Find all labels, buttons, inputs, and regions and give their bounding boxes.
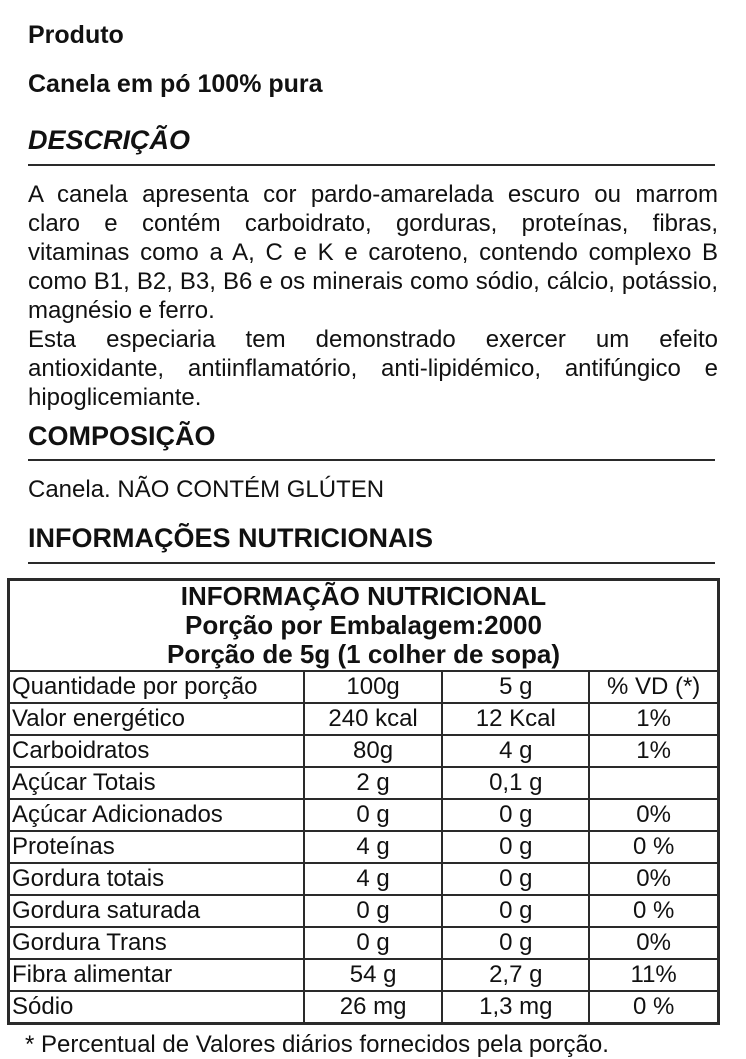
table-row [9,895,719,927]
value-portion: 0,1 g [442,767,589,799]
composition-text: Canela. NÃO CONTÉM GLÚTEN [28,476,385,504]
composition-heading: COMPOSIÇÃO [28,422,715,462]
value-100g: 54 g [304,959,442,991]
description-paragraph-2: Esta especiaria tem demonstrado exercer um efeito antioxidante, antiinflamatório, anti-lipidémico, antifúngico e hipoglicemiante. [28,325,718,411]
table-row [9,927,719,959]
column-header-100g: 100g [304,671,442,703]
table-row [9,735,719,767]
table-title-row [9,580,719,672]
value-100g: 0 g [304,895,442,927]
nutrition-section-heading: INFORMAÇÕES NUTRICIONAIS [28,524,715,564]
value-100g: 2 g [304,767,442,799]
value-portion: 0 g [442,831,589,863]
product-label: Produto [28,21,124,49]
description-body [28,180,718,412]
value-vd: 1% [589,735,718,767]
value-vd: 11% [589,959,718,991]
nutrient-label: Açúcar Totais [9,767,304,799]
value-vd: 0 % [589,991,718,1024]
table-row [9,959,719,991]
table-row [9,767,719,799]
value-100g: 80g [304,735,442,767]
value-portion: 0 g [442,895,589,927]
table-row [9,799,719,831]
table-footnote: * Percentual de Valores diários fornecidos pela porção. [25,1031,609,1059]
table-title-line-2: Porção por Embalagem:2000 [185,610,542,641]
value-100g: 4 g [304,863,442,895]
description-paragraph-1: A canela apresenta cor pardo-amarelada escuro ou marrom claro e contém carboidrato, gorduras, proteínas, fibras, vitaminas como a A, C e K e caroteno, contendo complexo B como B1, B2, B3, B6 e os minerais como sódio, cálcio, potássio, magnésio e ferro. [28,180,718,324]
value-vd: 0 % [589,831,718,863]
description-heading: DESCRIÇÃO [28,126,715,166]
value-portion: 2,7 g [442,959,589,991]
value-vd: 0 % [589,895,718,927]
nutrient-label: Gordura totais [9,863,304,895]
value-100g: 0 g [304,927,442,959]
table-title-line-3: Porção de 5g (1 colher de sopa) [167,639,560,670]
table-row [9,863,719,895]
value-100g: 4 g [304,831,442,863]
table-row [9,703,719,735]
table-title-line-1: INFORMAÇÃO NUTRICIONAL [180,581,547,612]
nutrient-label: Açúcar Adicionados [9,799,304,831]
value-portion: 0 g [442,863,589,895]
value-portion: 1,3 mg [442,991,589,1024]
nutrient-label: Gordura saturada [9,895,304,927]
table-title-cell [9,580,719,672]
product-name: Canela em pó 100% pura [28,69,323,98]
nutrient-label: Sódio [9,991,304,1024]
nutrient-label: Fibra alimentar [9,959,304,991]
value-100g: 240 kcal [304,703,442,735]
value-vd: 1% [589,703,718,735]
column-header-quantity: Quantidade por porção [9,671,304,703]
value-portion: 12 Kcal [442,703,589,735]
value-portion: 4 g [442,735,589,767]
table-row [9,831,719,863]
nutrient-label: Proteínas [9,831,304,863]
nutrient-label: Carboidratos [9,735,304,767]
value-vd: 0% [589,927,718,959]
nutrient-label: Valor energético [9,703,304,735]
value-portion: 0 g [442,799,589,831]
nutrient-label: Gordura Trans [9,927,304,959]
value-vd: 0% [589,799,718,831]
column-header-vd: % VD (*) [589,671,718,703]
value-vd [589,767,718,799]
value-100g: 0 g [304,799,442,831]
value-100g: 26 mg [304,991,442,1024]
nutrition-table [7,578,720,1025]
value-vd: 0% [589,863,718,895]
table-header-row [9,671,719,703]
column-header-5g: 5 g [442,671,589,703]
table-row [9,991,719,1024]
value-portion: 0 g [442,927,589,959]
